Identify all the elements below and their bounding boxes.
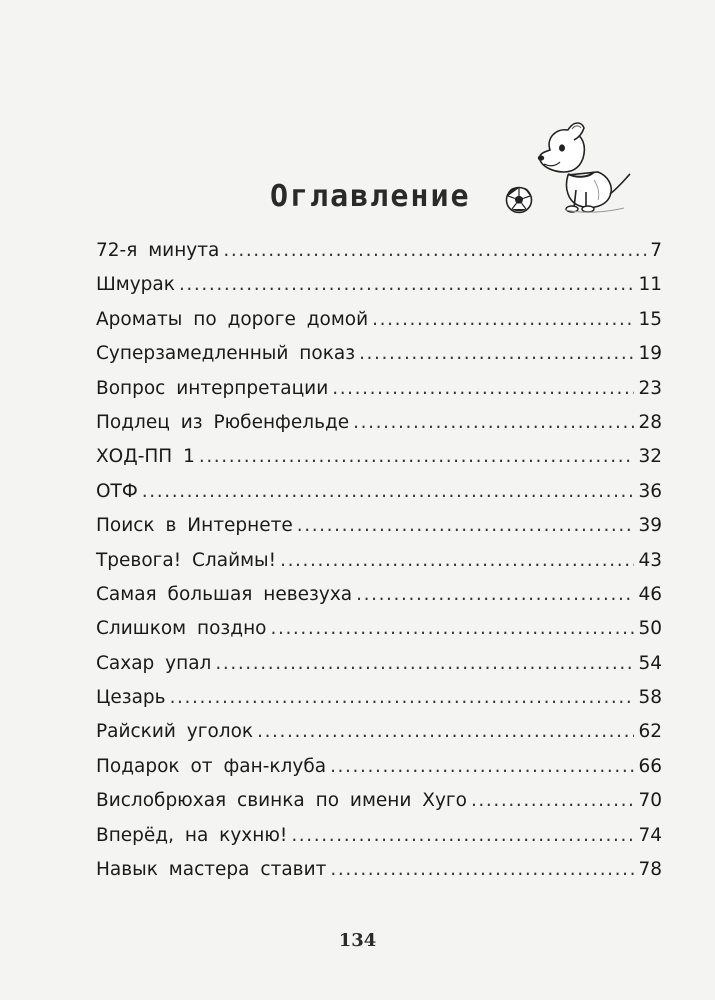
- toc-entry-title: Вперёд, на кухню!: [96, 824, 288, 846]
- toc-dot-leader: [330, 859, 634, 880]
- toc-entry: [96, 378, 662, 412]
- toc-entry-page: 50: [638, 618, 662, 640]
- toc-entry: [96, 584, 662, 618]
- toc-dot-leader: [356, 584, 634, 605]
- toc-entry-title: 72-я минута: [96, 240, 220, 261]
- toc-dot-leader: [199, 446, 635, 467]
- toc-entry-page: 15: [638, 308, 662, 330]
- toc-entry: [96, 756, 662, 790]
- toc-dot-leader: [330, 756, 634, 777]
- toc-dot-leader: [215, 653, 634, 674]
- toc-entry-page: 7: [650, 240, 662, 261]
- toc-entry-page: 74: [638, 824, 662, 846]
- toc-entry: [96, 721, 662, 755]
- toc-entry-page: 32: [638, 446, 662, 468]
- toc-dot-leader: [359, 343, 634, 364]
- toc-entry-title: Поиск в Интернете: [96, 515, 293, 537]
- toc-dot-leader: [471, 790, 635, 811]
- toc-entry: [96, 446, 662, 480]
- toc-dot-leader: [257, 721, 634, 742]
- toc-entry-title: Навык мастера ставит: [96, 859, 327, 881]
- toc-entry: [96, 274, 662, 308]
- toc-entry-title: Самая большая невезуха: [96, 583, 353, 605]
- toc-dot-leader: [372, 309, 634, 330]
- toc-entry-page: 58: [638, 687, 662, 709]
- toc-dot-leader: [142, 481, 635, 502]
- toc-entry-page: 36: [638, 480, 662, 502]
- toc-entry: [96, 790, 662, 824]
- toc-entry-page: 54: [638, 652, 662, 674]
- toc-dot-leader: [353, 412, 634, 433]
- toc-entry-page: 11: [638, 274, 662, 296]
- toc-entry-title: Ароматы по дороге домой: [96, 308, 369, 330]
- toc-entry-title: ОТФ: [96, 480, 138, 502]
- toc-entry-title: Райский уголок: [96, 721, 254, 743]
- toc-entry-title: Цезарь: [96, 687, 166, 709]
- toc-entry-title: Шмурак: [96, 274, 175, 296]
- toc-entry: [96, 653, 662, 687]
- toc-dot-leader: [223, 240, 646, 261]
- toc-entry-title: Слишком поздно: [96, 618, 267, 640]
- toc-entry-page: 39: [638, 515, 662, 537]
- toc-entry: [96, 859, 662, 893]
- page-title: Оглавление: [270, 178, 471, 214]
- toc-entry: [96, 412, 662, 446]
- toc-entry-page: 62: [638, 721, 662, 743]
- toc-entry-page: 66: [638, 755, 662, 777]
- toc-entry-title: ХОД-ПП 1: [96, 446, 195, 468]
- toc-entry: [96, 618, 662, 652]
- toc-entry-page: 28: [638, 411, 662, 433]
- toc-entry-title: Суперзамедленный показ: [96, 343, 356, 365]
- toc-entry-page: 43: [638, 549, 662, 571]
- toc-dot-leader: [332, 378, 634, 399]
- toc-entry: [96, 240, 662, 274]
- toc-dot-leader: [297, 515, 635, 536]
- toc-entry: [96, 309, 662, 343]
- toc-entry: [96, 515, 662, 549]
- toc-entry-title: Вопрос интерпретации: [96, 377, 329, 399]
- page-number: 134: [338, 930, 377, 951]
- toc-dot-leader: [179, 274, 635, 295]
- title-block: [270, 176, 471, 216]
- toc-entry-page: 19: [638, 343, 662, 365]
- toc-entry-title: Подарок от фан-клуба: [96, 755, 327, 777]
- dog-illustration-icon: [528, 120, 638, 215]
- toc-entry: [96, 550, 662, 584]
- toc-entry: [96, 687, 662, 721]
- soccer-ball-icon: [505, 186, 533, 214]
- toc-entry-page: 23: [638, 377, 662, 399]
- toc-entry-title: Тревога! Слаймы!: [96, 549, 277, 571]
- toc-entry-page: 78: [638, 859, 662, 881]
- toc-entry: [96, 825, 662, 859]
- toc-entry-title: Подлец из Рюбенфельде: [96, 411, 350, 433]
- toc-entry-page: 70: [638, 790, 662, 812]
- toc-dot-leader: [170, 687, 635, 708]
- toc-entry-title: Сахар упал: [96, 652, 212, 674]
- toc-entry: [96, 481, 662, 515]
- toc-dot-leader: [280, 550, 634, 571]
- toc-entry: [96, 343, 662, 377]
- toc-entry-title: Вислобрюхая свинка по имени Хуго: [96, 790, 467, 812]
- toc-entry-page: 46: [638, 583, 662, 605]
- toc-dot-leader: [270, 618, 634, 639]
- toc-dot-leader: [291, 825, 634, 846]
- table-of-contents: [96, 240, 662, 893]
